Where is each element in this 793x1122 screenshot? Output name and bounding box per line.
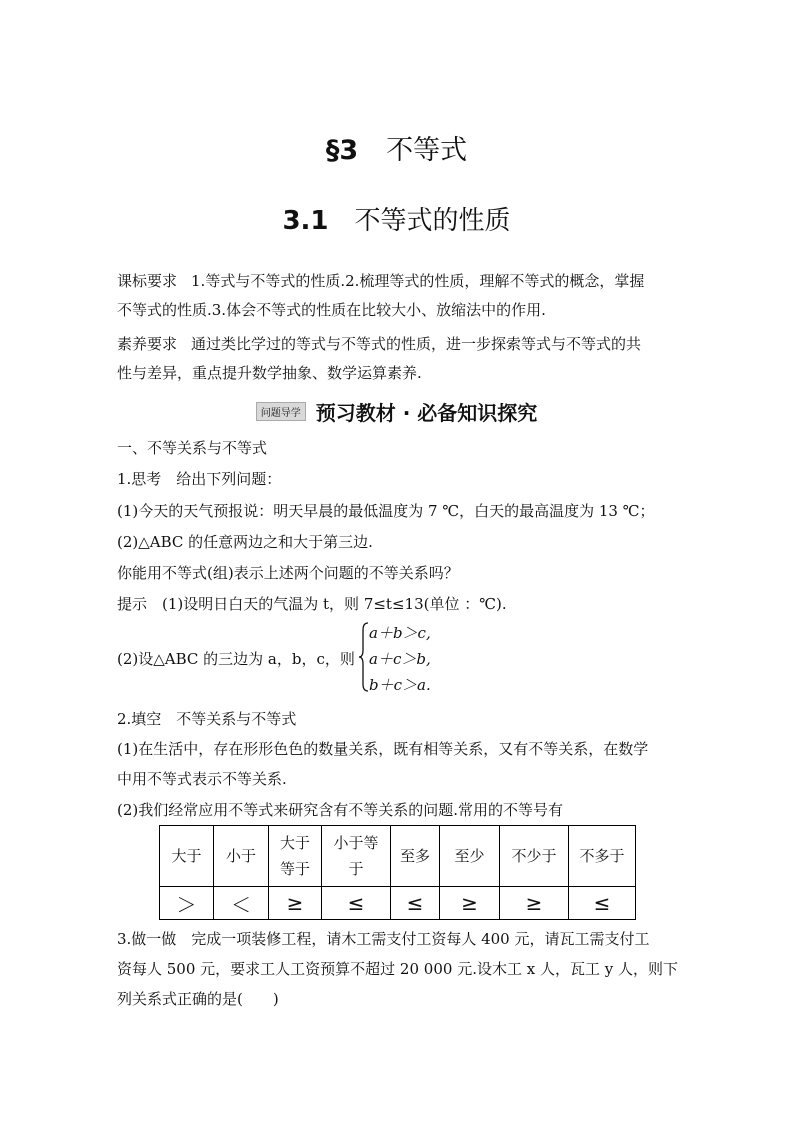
system-line-3: b＋c＞a. xyxy=(369,676,431,694)
table-symbol-cell: ≤ xyxy=(569,887,636,920)
question-3: 你能用不等式(组)表示上述两个问题的不等关系吗？ xyxy=(117,564,459,582)
hint-2: (2)设△ABC 的三边为 a，b，c，则 xyxy=(117,650,355,668)
think-label: 1.思考 给出下列问题： xyxy=(117,470,282,488)
table-symbol-row xyxy=(160,887,636,920)
question-1: (1)今天的天气预报说：明天早晨的最低温度为 7 ℃，白天的最高温度为 13 ℃； xyxy=(117,502,655,520)
banner-title: 预习教材 · 必备知识探究 xyxy=(315,401,538,425)
table-header-cell: 大于 xyxy=(160,826,214,887)
table-header-row xyxy=(160,826,636,887)
inequality-symbol-table xyxy=(159,825,636,920)
literacy-requirement-text: 通过类比学过的等式与不等式的性质，进一步探索等式与不等式的共 xyxy=(191,335,642,353)
exercise-line3: 列关系式正确的是( ) xyxy=(117,990,279,1008)
literacy-requirement-label: 素养要求 xyxy=(117,335,178,353)
fill-paragraph-2: (2)我们经常应用不等式来研究含有不等关系的问题.常用的不等号有 xyxy=(117,801,564,819)
question-2: (2)△ABC 的任意两边之和大于第三边. xyxy=(117,533,373,551)
course-requirement-line2: 不等式的性质.3.体会不等式的性质在比较大小、放缩法中的作用. xyxy=(117,301,546,319)
table-header-cell: 小于等 于 xyxy=(322,826,391,887)
system-line-2: a＋c＞b, xyxy=(369,650,431,668)
exercise-line1: 3.做一做 完成一项装修工程，请木工需支付工资每人 400 元，请瓦工需支付工 xyxy=(117,930,650,948)
table-symbol-cell: ≤ xyxy=(391,887,440,920)
fill-heading: 2.填空 不等关系与不等式 xyxy=(117,710,297,728)
section-title-text: 不等式 xyxy=(386,135,468,166)
table-header-cell: 不多于 xyxy=(569,826,636,887)
banner-badge: 问题导学 xyxy=(256,402,306,421)
system-line-1: a＋b＞c, xyxy=(369,624,431,642)
table-symbol-cell: ＜ xyxy=(214,887,269,920)
table-symbol-cell: ≥ xyxy=(269,887,322,920)
table-symbol-cell: ≥ xyxy=(500,887,569,920)
subsection-title xyxy=(0,200,793,237)
section-banner xyxy=(0,397,793,426)
section-number: §3 xyxy=(325,135,359,166)
table-symbol-cell: ≤ xyxy=(322,887,391,920)
section-title xyxy=(0,128,793,167)
table-header-cell: 大于 等于 xyxy=(269,826,322,887)
subsection-title-text: 不等式的性质 xyxy=(354,206,511,236)
table-symbol-cell: ≥ xyxy=(440,887,500,920)
table-header-cell: 至少 xyxy=(440,826,500,887)
course-requirement-label: 课标要求 xyxy=(117,272,178,290)
section-heading: 一、不等关系与不等式 xyxy=(117,439,268,457)
literacy-requirement-line1 xyxy=(117,333,641,354)
table-header-cell: 小于 xyxy=(214,826,269,887)
fill-paragraph-1-line1: (1)在生活中，存在形形色色的数量关系，既有相等关系，又有不等关系，在数学 xyxy=(117,740,649,758)
table-header-cell: 至多 xyxy=(391,826,440,887)
fill-paragraph-1-line2: 中用不等式表示不等关系. xyxy=(117,770,287,788)
course-requirement-text: 1.等式与不等式的性质.2.梳理等式的性质，理解不等式的概念，掌握 xyxy=(191,272,645,290)
subsection-number: 3.1 xyxy=(282,206,329,236)
table-symbol-cell: ＞ xyxy=(160,887,214,920)
table-header-cell: 不少于 xyxy=(500,826,569,887)
literacy-requirement-line2: 性与差异，重点提升数学抽象、数学运算素养. xyxy=(117,364,422,382)
brace-icon xyxy=(359,622,369,692)
hint-1: 提示 (1)设明日白天的气温为 t，则 7≤t≤13(单位 ：℃). xyxy=(117,595,507,613)
exercise-line2: 资每人 500 元，要求工人工资预算不超过 20 000 元.设木工 x 人，瓦工 y 人，则下 xyxy=(117,960,678,978)
course-requirement-line1 xyxy=(117,270,644,291)
